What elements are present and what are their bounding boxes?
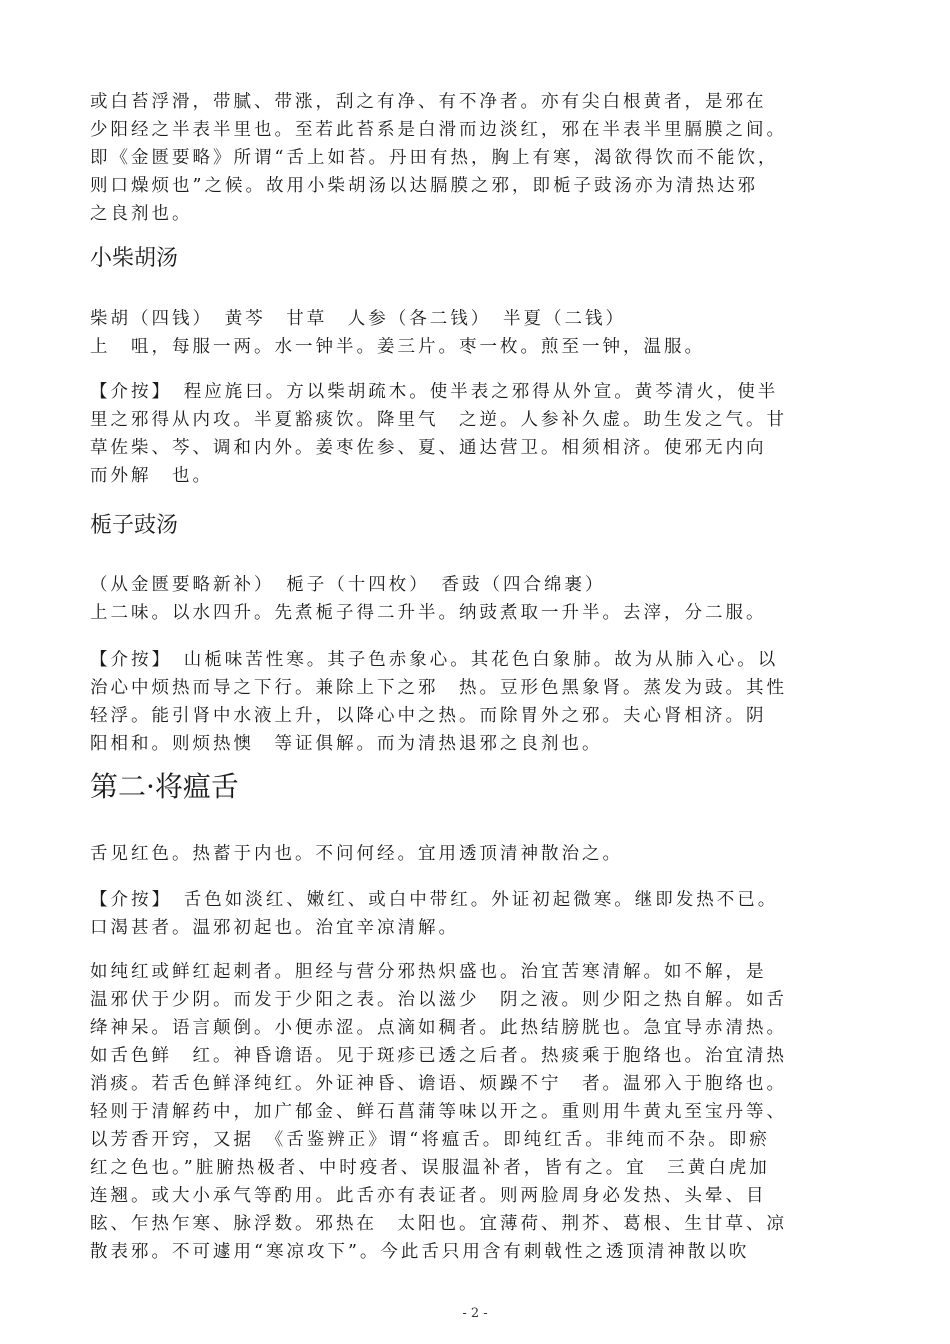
text-line: 轻则于清解药中，加广郁金、鲜石菖蒲等味以开之。重则用牛黄丸至宝丹等、 (90, 1102, 787, 1122)
intro-paragraph (90, 88, 865, 228)
note-paragraph (90, 378, 865, 490)
text-line: 之良剂也。 (90, 204, 193, 224)
text-line: 而外解 也。 (90, 466, 213, 486)
text-line: 口渴甚者。温邪初起也。治宜辛凉清解。 (90, 918, 459, 938)
text-line: 绛神呆。语言颠倒。小便赤涩。点滴如稠者。此热结膀胱也。急宜导赤清热。 (90, 1018, 787, 1038)
text-line: 以芳香开窍，又据 《舌鉴辨正》谓“将瘟舌。即纯红舌。非纯而不杂。即瘀 (90, 1130, 770, 1150)
chapter-heading: 第二·将瘟舌 (90, 770, 239, 803)
text-line: 舌见红色。热蓄于内也。不问何经。宜用透顶清神散治之。 (90, 844, 623, 864)
text-line: 【介按】 程应旄曰。方以柴胡疏木。使半表之邪得从外宣。黄芩清火，使半 (90, 382, 779, 402)
text-line: 阳相和。则烦热懊 等证俱解。而为清热退邪之良剂也。 (90, 734, 603, 754)
text-line: 红之色也。”脏腑热极者、中时疫者、误服温补者，皆有之。宜 三黄白虎加 (90, 1158, 770, 1178)
text-line: 即《金匮要略》所谓“舌上如苔。丹田有热，胸上有寒，渴欲得饮而不能饮， (90, 148, 779, 168)
text-line: 散表邪。不可遽用“寒凉攻下”。今此舌只用含有刺戟性之透顶清神散以吹 (90, 1242, 750, 1262)
text-line: （从金匮要略新补） 栀子（十四枚） 香豉（四合绵裹） (90, 575, 606, 595)
note-paragraph (90, 646, 865, 758)
note-paragraph (90, 886, 865, 942)
body-paragraph (90, 840, 865, 868)
text-line: 【介按】 舌色如淡红、嫩红、或白中带红。外证初起微寒。继即发热不已。 (90, 890, 779, 910)
page-number: - 2 - (462, 1306, 488, 1321)
text-line: 少阳经之半表半里也。至若此苔系是白滑而边淡红，邪在半表半里膈膜之间。 (90, 120, 787, 140)
text-line: 眩、乍热乍寒、脉浮数。邪热在 太阳也。宜薄荷、荆芥、葛根、生甘草、凉 (90, 1214, 787, 1234)
text-line: 治心中烦热而导之下行。兼除上下之邪 热。豆形色黑象肾。蒸发为豉。其性 (90, 678, 787, 698)
formula-paragraph (90, 571, 865, 627)
text-line: 或白苔浮滑，带腻、带涨，刮之有净、有不净者。亦有尖白根黄者，是邪在 (90, 92, 767, 112)
text-line: 上 咀，每服一两。水一钟半。姜三片。枣一枚。煎至一钟，温服。 (90, 337, 705, 357)
text-line: 消痰。若舌色鲜泽纯红。外证神昏、谵语、烦躁不宁 者。温邪入于胞络也。 (90, 1074, 787, 1094)
text-line: 连翘。或大小承气等酌用。此舌亦有表证者。则两脸周身必发热、头晕、目 (90, 1186, 767, 1206)
section-heading-zhizichi: 栀子豉汤 (90, 513, 179, 538)
text-line: 里之邪得从内攻。半夏豁痰饮。降里气 之逆。人参补久虚。助生发之气。甘 (90, 410, 787, 430)
section-heading-xiaochaihu: 小柴胡汤 (90, 246, 179, 271)
text-line: 【介按】 山栀味苦性寒。其子色赤象心。其花色白象肺。故为从肺入心。以 (90, 650, 779, 670)
text-line: 温邪伏于少阴。而发于少阳之表。治以滋少 阴之液。则少阳之热自解。如舌 (90, 990, 787, 1010)
text-line: 柴胡（四钱） 黄芩 甘草 人参（各二钱） 半夏（二钱） (90, 309, 626, 329)
text-line: 轻浮。能引肾中水液上升，以降心中之热。而除胃外之邪。夫心肾相济。阴 (90, 706, 767, 726)
text-line: 如纯红或鲜红起刺者。胆经与营分邪热炽盛也。治宜苦寒清解。如不解，是 (90, 962, 767, 982)
text-line: 则口燥烦也”之候。故用小柴胡汤以达膈膜之邪，即栀子豉汤亦为清热达邪 (90, 176, 758, 196)
body-paragraph (90, 958, 865, 1266)
text-line: 上二味。以水四升。先煮栀子得二升半。纳豉煮取一升半。去滓，分二服。 (90, 603, 767, 623)
formula-paragraph (90, 305, 865, 361)
text-line: 草佐柴、芩、调和内外。姜枣佐参、夏、通达营卫。相须相济。使邪无内向 (90, 438, 767, 458)
text-line: 如舌色鲜 红。神昏谵语。见于斑疹已透之后者。热痰乘于胞络也。治宜清热 (90, 1046, 787, 1066)
